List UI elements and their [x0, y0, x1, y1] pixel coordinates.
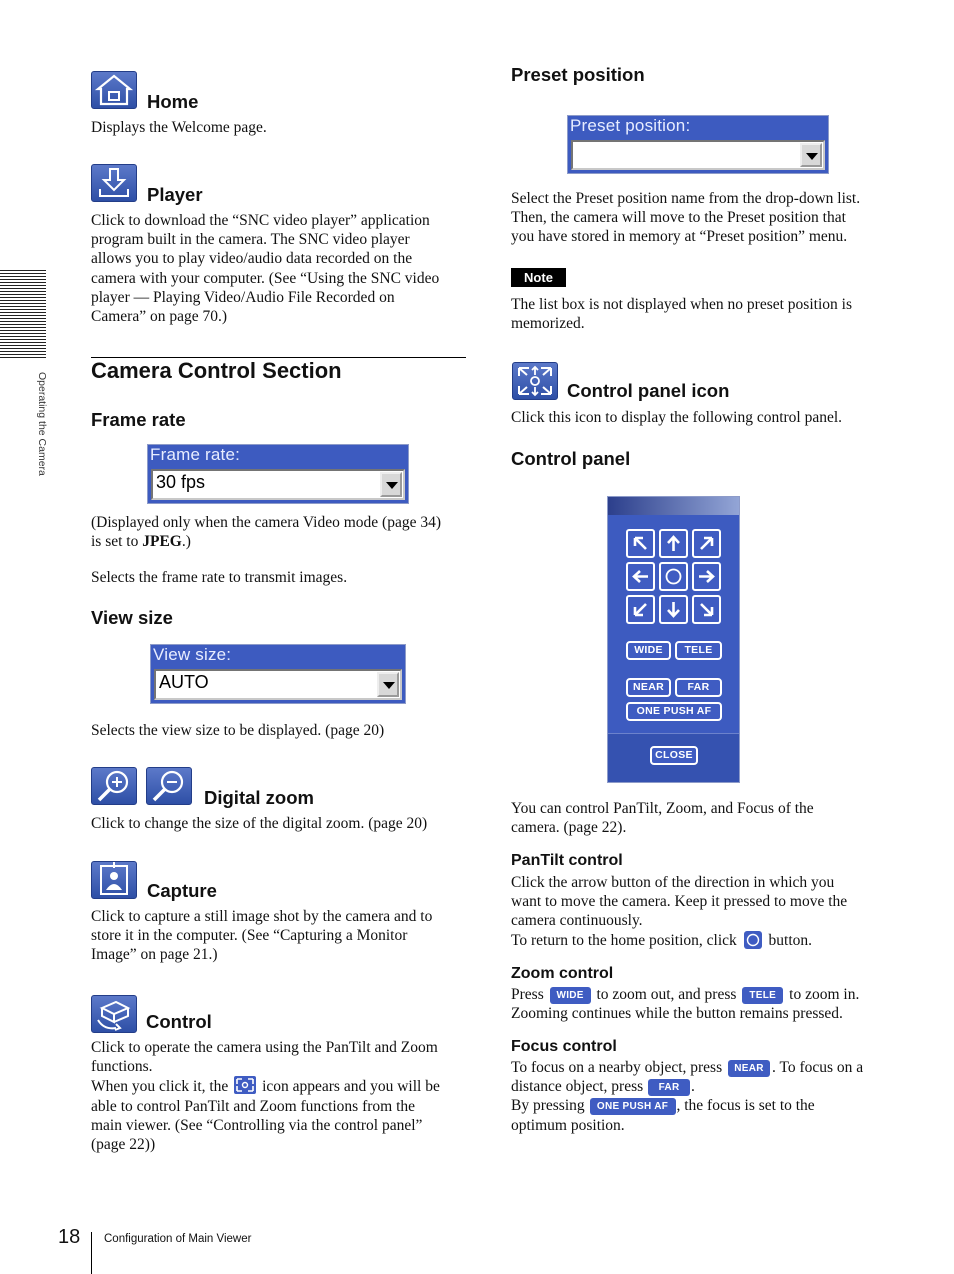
chapter-label: Operating the Camera: [36, 372, 48, 476]
preset-label: Preset position:: [570, 116, 691, 135]
one-push-af-button[interactable]: ONE PUSH AF: [626, 702, 722, 721]
home-title: Home: [147, 91, 199, 112]
section-title: Camera Control Section: [91, 358, 342, 383]
dropdown-arrow-icon[interactable]: [380, 472, 402, 497]
tilt-down-button[interactable]: [659, 595, 688, 624]
zoom-title: Zoom control: [511, 965, 614, 982]
zoom-text: Press WIDE to zoom out, and press TELE to zoom in. Zooming continues while the button remains pressed.: [511, 986, 860, 1023]
pan-down-right-button[interactable]: [692, 595, 721, 624]
far-button[interactable]: FAR: [675, 678, 722, 697]
control-panel-text: You can control PanTilt, Zoom, and Focus of the camera. (page 22).: [511, 800, 814, 837]
frame-rate-label: Frame rate:: [150, 445, 241, 464]
pan-right-button[interactable]: [692, 562, 721, 591]
capture-title: Capture: [147, 880, 217, 901]
pan-left-button[interactable]: [626, 562, 655, 591]
control-panel-icon: [512, 362, 558, 400]
one-push-af-button-inline: ONE PUSH AF: [590, 1098, 676, 1115]
control-panel-titlebar: [608, 497, 739, 515]
control-text: Click to operate the camera using the PanTilt and Zoom functions. When you click it, the icon appears and you will be able to control PanTilt and Zoom functions from the main viewer. (See “Controlling via the control panel” (page 22)): [91, 1039, 440, 1154]
near-button-inline: NEAR: [728, 1060, 770, 1077]
home-position-icon-inline: [744, 931, 762, 949]
footer-section: Configuration of Main Viewer: [104, 1233, 252, 1245]
control-title: Control: [146, 1011, 212, 1032]
zoom-in-icon: [91, 767, 137, 805]
frame-rate-note: (Displayed only when the camera Video mode (page 34) is set to JPEG.): [91, 514, 441, 551]
home-text: Displays the Welcome page.: [91, 119, 267, 136]
control-panel-icon-text: Click this icon to display the following control panel.: [511, 409, 843, 426]
pantilt-text: Click the arrow button of the direction in which you want to move the camera. Keep it pressed to move the camera continuously. To return to the home position, click button.: [511, 874, 848, 949]
control-panel-icon-title: Control panel icon: [567, 380, 730, 401]
player-text: Click to download the “SNC video player” application program built in the camera. The SNC video player allows you to play video/audio data recorded on the camera with your computer. (See “Using the SNC video player — Playing Video/Audio File Recorded on Camera” on page 70.): [91, 212, 440, 326]
player-title: Player: [147, 184, 203, 205]
page-number: 18: [58, 1226, 81, 1248]
tele-button[interactable]: TELE: [675, 641, 722, 660]
view-size-select[interactable]: AUTO: [154, 669, 402, 700]
digital-zoom-title: Digital zoom: [204, 787, 314, 808]
pan-up-right-button[interactable]: [692, 529, 721, 558]
dropdown-arrow-icon[interactable]: [377, 672, 399, 697]
view-size-text: Selects the view size to be displayed. (page 20): [91, 722, 385, 739]
near-button[interactable]: NEAR: [626, 678, 671, 697]
home-icon: [91, 71, 137, 109]
pan-up-left-button[interactable]: [626, 529, 655, 558]
frame-rate-select[interactable]: 30 fps: [151, 469, 405, 500]
capture-text: Click to capture a still image shot by the camera and to store it in the computer. (See “Capturing a Monitor Image” on page 21.): [91, 908, 433, 964]
download-icon: [91, 164, 137, 202]
wide-button-inline: WIDE: [550, 987, 591, 1004]
preset-title: Preset position: [511, 64, 645, 85]
control-panel: [607, 496, 740, 783]
preset-text: Select the Preset position name from the drop-down list. Then, the camera will move to the Preset position that you have stored in memory at “Preset position” menu.: [511, 190, 861, 246]
view-size-widget: [150, 644, 406, 704]
capture-icon: [91, 861, 137, 899]
footer-divider: [91, 1232, 92, 1274]
frame-rate-widget: [147, 444, 409, 504]
frame-rate-text: Selects the frame rate to transmit images.: [91, 569, 348, 586]
pantilt-title: PanTilt control: [511, 852, 623, 869]
dropdown-arrow-icon[interactable]: [800, 143, 822, 167]
chapter-tab-marker: [0, 270, 46, 360]
digital-zoom-text: Click to change the size of the digital zoom. (page 20): [91, 815, 428, 832]
frame-rate-title: Frame rate: [91, 409, 186, 430]
control-panel-icon-inline: [234, 1076, 256, 1094]
focus-title: Focus control: [511, 1038, 617, 1055]
tele-button-inline: TELE: [742, 987, 783, 1004]
zoom-out-icon: [146, 767, 192, 805]
note-text: The list box is not displayed when no preset position is memorized.: [511, 296, 852, 333]
far-button-inline: FAR: [648, 1079, 690, 1096]
pan-down-left-button[interactable]: [626, 595, 655, 624]
focus-text: To focus on a nearby object, press NEAR . To focus on a distance object, press FAR . By pressing ONE PUSH AF , the focus is set to the optimum position.: [511, 1059, 864, 1134]
tilt-up-button[interactable]: [659, 529, 688, 558]
wide-button[interactable]: WIDE: [626, 641, 671, 660]
home-position-button[interactable]: [659, 562, 688, 591]
close-button[interactable]: CLOSE: [650, 746, 698, 765]
control-icon: [91, 995, 137, 1033]
view-size-title: View size: [91, 607, 173, 628]
note-label: Note: [511, 268, 566, 287]
preset-widget: [567, 115, 829, 174]
preset-select[interactable]: [571, 140, 825, 170]
control-panel-footer: [608, 733, 739, 782]
control-panel-title: Control panel: [511, 448, 631, 469]
view-size-label: View size:: [153, 645, 232, 664]
